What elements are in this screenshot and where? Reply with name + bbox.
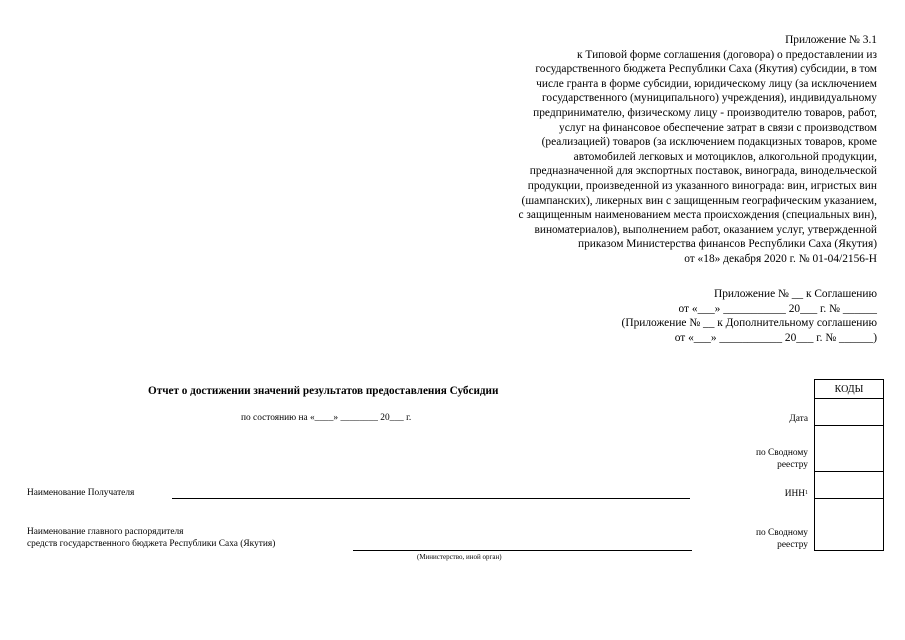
distributor-label-line2: средств государственного бюджета Республики Саха (Якутия) <box>27 539 276 549</box>
annex-line: с защищенным наименованием места происхождения (специальных вин), <box>518 209 877 222</box>
inn-label <box>785 488 808 500</box>
inn-footnote-marker: 1 <box>805 490 808 496</box>
registry-label-1-line2: реестру <box>777 460 808 470</box>
reference-line: (Приложение № __ к Дополнительному соглашению <box>621 317 877 330</box>
date-code-cell[interactable] <box>815 399 884 426</box>
registry-label-2-line2: реестру <box>777 540 808 550</box>
reference-line: от «___» ___________ 20___ г. № ______) <box>674 331 877 344</box>
registry-label-2-line1: по Сводному <box>756 528 808 538</box>
annex-line: государственного бюджета Республики Саха (Якутия) субсидии, в том <box>535 63 877 76</box>
annex-line: услуг на финансовое обеспечение затрат в связи с производством <box>559 121 877 134</box>
distributor-field[interactable] <box>353 550 692 551</box>
agreement-reference <box>517 287 877 345</box>
annex-line: продукции, произведенной из указанного винограда: вин, игристых вин <box>527 179 877 192</box>
distributor-label-line1: Наименование главного распорядителя <box>27 527 184 537</box>
inn-code-cell[interactable] <box>815 472 884 499</box>
codes-header: КОДЫ <box>815 380 884 399</box>
recipient-label: Наименование Получателя <box>27 488 135 498</box>
registry-code-cell-2[interactable] <box>815 499 884 551</box>
registry-label-2 <box>756 527 808 551</box>
annex-line: (шампанских), ликерных вин с защищенным географическим указанием, <box>521 194 877 207</box>
annex-line: автомобилей легковых и мотоциклов, алкогольной продукции, <box>573 150 877 163</box>
annex-line: предпринимателю, физическому лицу - производителю товаров, работ, <box>533 106 877 119</box>
annex-line: (реализацией) товаров (за исключением подакцизных товаров, кроме <box>541 136 877 149</box>
reference-line: от «___» ___________ 20___ г. № ______ <box>678 302 877 315</box>
report-title: Отчет о достижении значений результатов предоставления Субсидии <box>148 385 499 397</box>
recipient-field[interactable] <box>172 498 690 499</box>
annex-line: государственного (муниципального) учреждения), индивидуальному <box>542 92 877 105</box>
codes-table <box>814 379 884 551</box>
registry-label-1-line1: по Сводному <box>756 448 808 458</box>
registry-code-cell-1[interactable] <box>815 426 884 472</box>
reference-line: Приложение № __ к Соглашению <box>714 288 877 300</box>
annex-line: предназначенной для экспортных поставок, винограда, винодельческой <box>529 165 877 178</box>
annex-line: к Типовой форме соглашения (договора) о предоставлении из <box>577 48 877 61</box>
annex-line: от «18» декабря 2020 г. № 01-04/2156-Н <box>684 252 877 265</box>
annex-line: виноматериалов), выполнением работ, оказанием услуг, утвержденной <box>534 223 877 236</box>
annex-header <box>417 33 877 267</box>
annex-line: приказом Министерства финансов Республики Саха (Якутия) <box>578 238 877 251</box>
report-as-of-date: по состоянию на «____» ________ 20___ г. <box>241 413 412 423</box>
distributor-caption: (Министерство, иной орган) <box>417 553 502 561</box>
annex-line: числе гранта в форме субсидии, юридическому лицу (за исключением <box>536 77 877 90</box>
inn-label-text: ИНН <box>784 489 805 499</box>
date-label: Дата <box>789 414 808 424</box>
annex-line: Приложение № 3.1 <box>785 34 877 46</box>
registry-label-1 <box>756 447 808 471</box>
